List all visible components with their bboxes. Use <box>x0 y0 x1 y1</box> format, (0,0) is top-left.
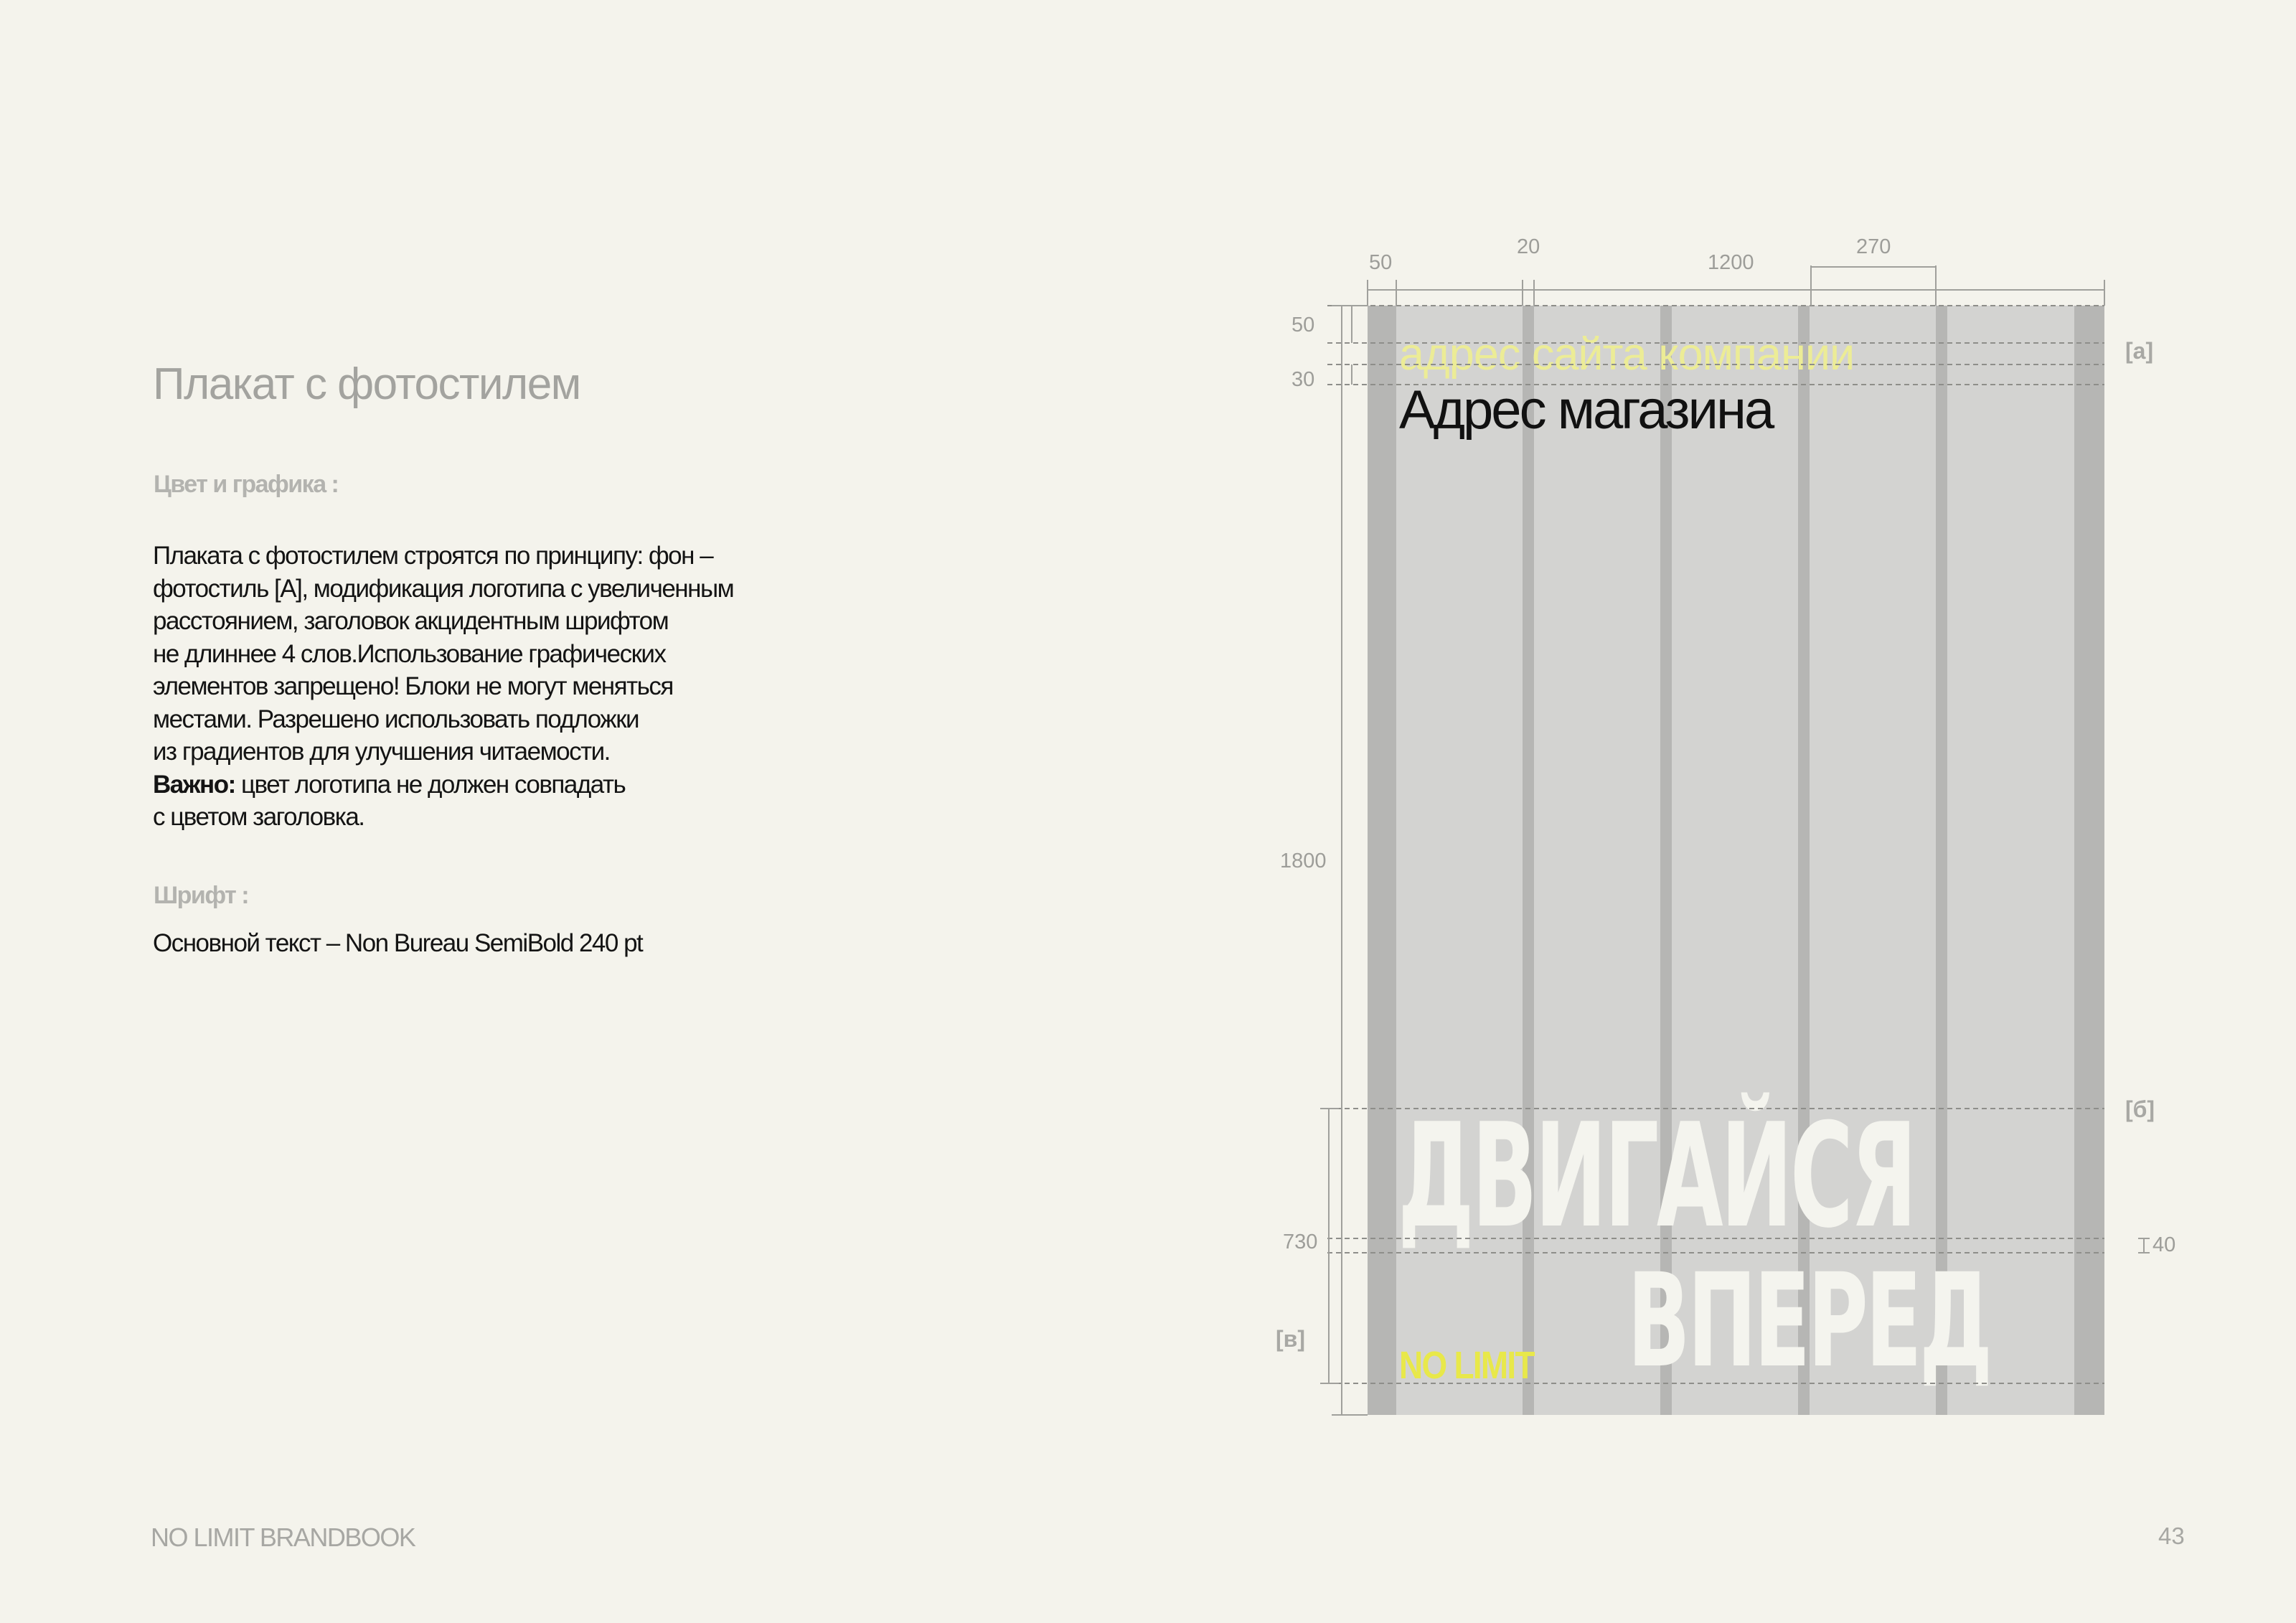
color-graphics-label: Цвет и графика : <box>154 471 339 498</box>
dimension-label-top: 270 <box>1856 235 1891 258</box>
description-line: расстоянием, заголовок акцидентным шрифтом <box>153 607 669 635</box>
dimension-label-right: 40 <box>2152 1233 2176 1256</box>
dimension-label-left: 1800 <box>1280 850 1327 872</box>
dimension-label-top: 50 <box>1369 251 1393 274</box>
dimension-label-left: 30 <box>1292 368 1315 391</box>
important-text: цвет логотипа не должен совпадать <box>240 770 626 799</box>
font-label: Шрифт : <box>154 882 249 909</box>
description-line: местами. Разрешено использовать подложки <box>153 705 639 733</box>
dimension-label-top: 20 <box>1517 235 1540 258</box>
poster-logo: NO LIMIT <box>1399 1344 1534 1387</box>
important-note-cont: с цветом заголовка. <box>153 803 364 831</box>
description-line: элементов запрещено! Блоки не могут меняться <box>153 672 673 700</box>
font-spec: Основной текст – Non Bureau SemiBold 240 pt <box>153 929 643 957</box>
description-line: фотостиль [А], модификация логотипа с увеличенным <box>153 574 734 603</box>
footer-brand: NO LIMIT BRANDBOOK <box>151 1523 415 1552</box>
page-number: 43 <box>2158 1523 2185 1549</box>
poster-website-url: адрес сайта компании <box>1399 329 1855 380</box>
dimension-label-left: 730 <box>1283 1231 1318 1253</box>
marker-b: [б] <box>2125 1096 2155 1122</box>
poster-store-address: Адрес магазина <box>1399 380 1773 441</box>
marker-a: [а] <box>2125 338 2154 364</box>
dimension-label-left: 50 <box>1292 314 1315 337</box>
page-title: Плакат с фотостилем <box>153 359 580 409</box>
marker-v: [в] <box>1276 1326 1305 1352</box>
description-line: из градиентов для улучшения читаемости. <box>153 738 610 766</box>
description-line: Плаката с фотостилем строятся по принципу: фон – <box>153 542 713 570</box>
poster-headline-line1: ДВИГАЙСЯ <box>1398 1093 1915 1260</box>
dimension-label-top: 1200 <box>1708 251 1754 274</box>
poster-headline-line2: ВПЕРЕД <box>1627 1246 1990 1396</box>
description-line: не длиннее 4 слов.Использование графических <box>153 639 666 668</box>
important-label: Важно: <box>153 770 235 799</box>
